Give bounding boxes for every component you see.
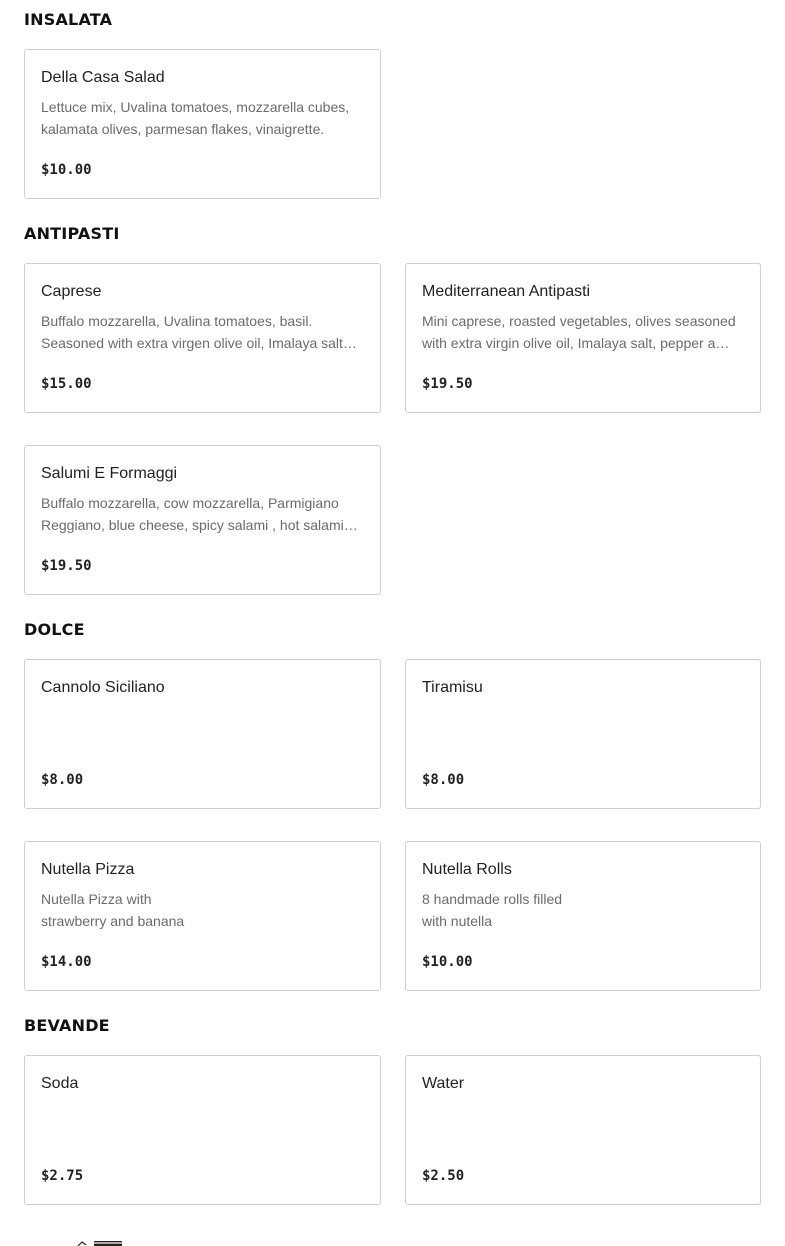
menu-item-description: Buffalo mozzarella, cow mozzarella, Parmigiano Reggiano, blue cheese, spicy salami , hot salami… [41, 495, 358, 533]
menu-item-name: Tiramisu [422, 679, 483, 696]
menu-item-description: Nutella Pizza with strawberry and banana [41, 891, 185, 929]
menu-item-card[interactable] [24, 659, 381, 809]
menu-item-name: Della Casa Salad [41, 69, 165, 86]
menu-item-price: $14.00 [41, 954, 92, 970]
menu-item-description: Buffalo mozzarella, Uvalina tomatoes, basil. Seasoned with extra virgen olive oil, Imalaya salt… [41, 313, 357, 351]
menu-item-price: $10.00 [422, 954, 473, 970]
section-title-insalata: INSALATA [24, 10, 113, 29]
menu-item-price: $8.00 [422, 772, 465, 788]
menu-item-card[interactable] [24, 445, 381, 595]
menu-item-description: 8 handmade rolls filled with nutella [422, 891, 563, 929]
menu-item-price: $19.50 [422, 376, 473, 392]
menu-item-name: Mediterranean Antipasti [422, 283, 591, 300]
section-title-antipasti: ANTIPASTI [24, 224, 120, 243]
menu-item-price: $10.00 [41, 162, 92, 178]
section-title-dolce: DOLCE [24, 620, 85, 639]
menu-item-card[interactable] [24, 263, 381, 413]
menu-item-card[interactable] [405, 841, 761, 991]
menu-item-name: Nutella Pizza [41, 861, 135, 878]
menu-item-card[interactable] [24, 1055, 381, 1205]
menu-item-name: Caprese [41, 283, 102, 300]
menu-item-card[interactable] [24, 49, 381, 199]
menu-item-name: Water [422, 1075, 465, 1092]
section-title-bevande: BEVANDE [24, 1016, 110, 1035]
menu-item-name: Nutella Rolls [422, 861, 512, 878]
menu-item-name: Cannolo Siciliano [41, 679, 165, 696]
menu-item-price: $2.75 [41, 1168, 84, 1184]
menu-item-card[interactable] [405, 659, 761, 809]
menu-item-price: $8.00 [41, 772, 84, 788]
menu-item-name: Soda [41, 1075, 79, 1092]
menu-item-description: Mini caprese, roasted vegetables, olives seasoned with extra virgin olive oil, Imalaya salt, pepper a… [422, 313, 736, 351]
menu-item-price: $19.50 [41, 558, 92, 574]
menu-item-card[interactable] [405, 1055, 761, 1205]
footer-logo-icon [76, 1240, 126, 1246]
menu-item-card[interactable] [24, 841, 381, 991]
menu-item-description: Lettuce mix, Uvalina tomatoes, mozzarella cubes, kalamata olives, parmesan flakes, vinaigrette. [41, 99, 350, 137]
menu-item-price: $2.50 [422, 1168, 465, 1184]
menu-item-name: Salumi E Formaggi [41, 465, 178, 482]
menu-item-price: $15.00 [41, 376, 92, 392]
menu-item-card[interactable] [405, 263, 761, 413]
